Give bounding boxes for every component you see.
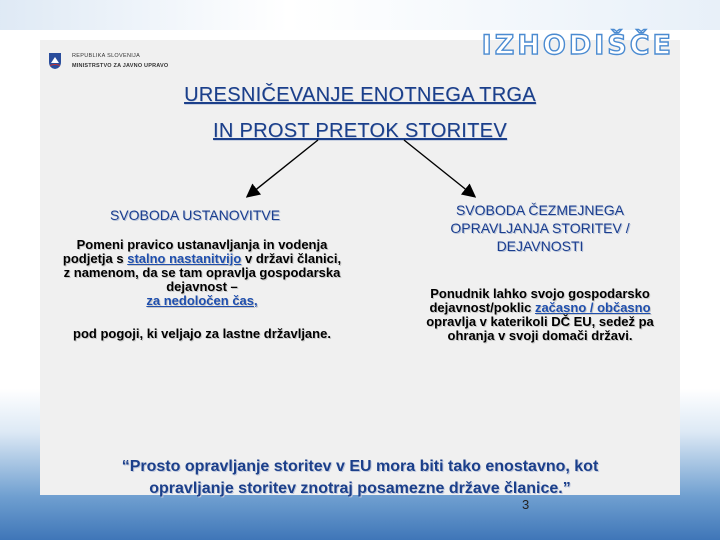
arrow-left — [248, 140, 318, 196]
arrow-right — [404, 140, 474, 196]
right-text-a: Ponudnik lahko svojo gospodarsko dejavnost/poklic — [429, 286, 650, 315]
quote-line1: “Prosto opravljanje storitev v EU mora biti tako enostavno, kot — [121, 458, 599, 475]
left-paragraph — [58, 238, 346, 308]
right-heading — [405, 201, 675, 255]
left-text-a: Pomeni pravico ustanavljanja in vodenja podjetja s — [62, 237, 328, 266]
slide-title-line1: URESNIČEVANJE ENOTNEGA TRGA — [184, 84, 536, 106]
page-number: 3 — [522, 497, 530, 512]
right-paragraph — [405, 287, 675, 343]
org-line2: MINISTRSTVO ZA JAVNO UPRAVO — [72, 63, 169, 69]
right-heading-line1: SVOBODA ČEZMEJNEGA — [455, 202, 625, 218]
right-heading-line2: OPRAVLJANJA STORITEV / — [450, 220, 630, 236]
left-paragraph-2: pod pogoji, ki veljajo za lastne državljane. — [73, 326, 331, 341]
left-heading: SVOBODA USTANOVITVE — [109, 207, 281, 223]
org-line1: REPUBLIKA SLOVENIJA — [72, 53, 141, 59]
section-badge: IZHODIŠČE — [481, 30, 674, 61]
right-text-b: opravlja v katerikoli DČ EU, sedež pa ohranja v svoji domači državi. — [426, 314, 654, 343]
link-stalno-nastanitvijo[interactable]: stalno nastanitvijo — [127, 251, 242, 266]
slide-title-line2: IN PROST PRETOK STORITEV — [213, 120, 507, 142]
link-nedolocen-cas[interactable]: za nedoločen čas, — [146, 293, 258, 308]
link-zacasno-obcasno[interactable]: začasno / občasno — [534, 300, 651, 315]
right-heading-line3: DEJAVNOSTI — [496, 238, 584, 254]
quote-line2: opravljanje storitev znotraj posamezne države članice.” — [149, 480, 571, 497]
left-text-b: v državi članici, z namenom, da se tam opravlja gospodarska dejavnost – — [63, 251, 342, 294]
